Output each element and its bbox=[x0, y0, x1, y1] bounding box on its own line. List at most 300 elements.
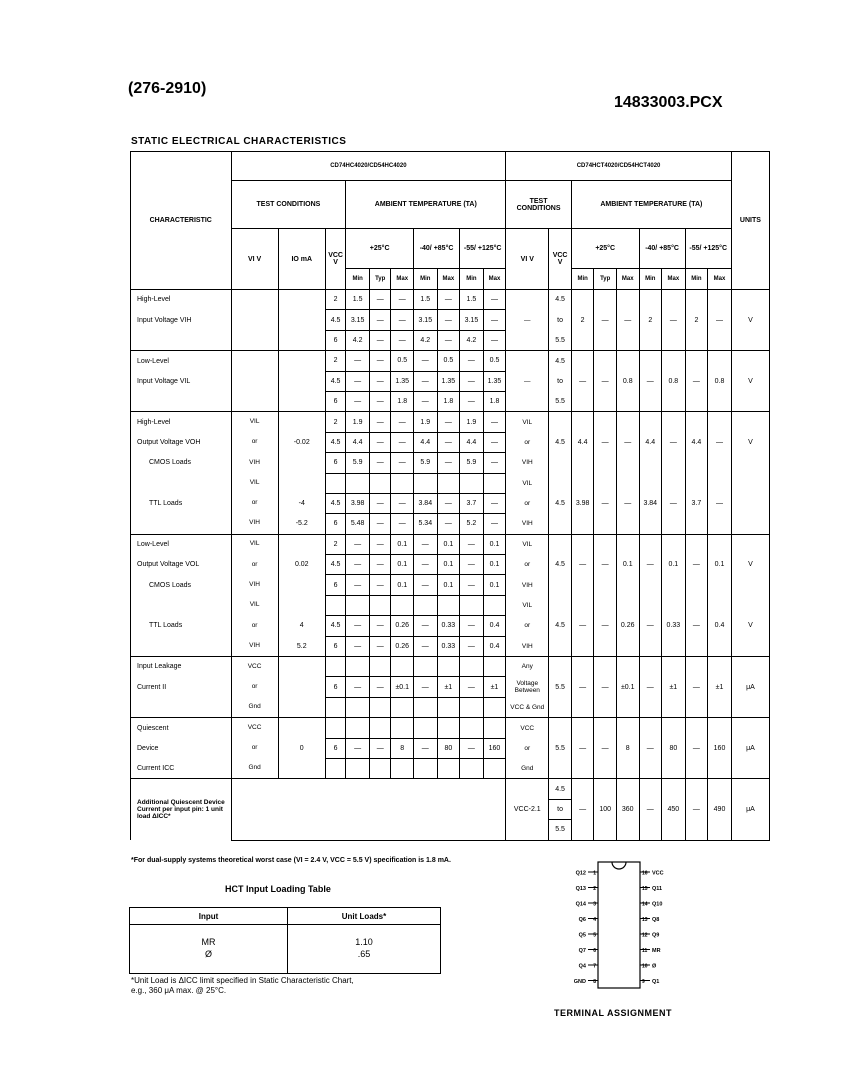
units-cell bbox=[731, 657, 769, 677]
empty-hc-cell bbox=[231, 779, 506, 840]
hc-vcc-cell: 4.5 bbox=[325, 555, 346, 575]
hct-value-cell bbox=[616, 758, 639, 778]
hct-value-cell: — bbox=[594, 738, 617, 758]
hct-vcc-cell: 5.5 bbox=[549, 738, 572, 758]
hct-value-cell bbox=[662, 412, 686, 432]
hct-value-cell bbox=[571, 330, 594, 350]
hc-value-cell: — bbox=[391, 514, 414, 534]
hc-io-cell: 0 bbox=[278, 738, 325, 758]
hct-value-cell: — bbox=[594, 677, 617, 697]
hc-value-cell: — bbox=[483, 412, 506, 432]
hct-value-cell: — bbox=[662, 493, 686, 513]
hct-value-cell bbox=[662, 290, 686, 310]
hc-vi-cell: VIL bbox=[231, 412, 278, 432]
hc-value-cell: — bbox=[437, 514, 460, 534]
hc-value-cell: — bbox=[369, 493, 391, 513]
hc-min: Min bbox=[460, 269, 484, 290]
hc-vcc-header: VCC V bbox=[325, 229, 346, 290]
hct-value-cell bbox=[708, 351, 732, 371]
characteristic-cell: TTL Loads bbox=[131, 616, 232, 636]
table-row bbox=[131, 514, 770, 534]
hct-vi-header: VI V bbox=[506, 229, 549, 290]
hc-value-cell: — bbox=[369, 391, 391, 411]
hc-io-cell: 4 bbox=[278, 616, 325, 636]
units-cell bbox=[731, 412, 769, 432]
hct-value-cell: 0.8 bbox=[708, 371, 732, 391]
hc-io-cell: -0.02 bbox=[278, 432, 325, 452]
table-row bbox=[131, 779, 770, 799]
hc-ambient-temp: AMBIENT TEMPERATURE (TA) bbox=[346, 181, 506, 229]
characteristic-cell: Current ICC bbox=[131, 758, 232, 778]
hc-value-cell bbox=[414, 473, 438, 493]
hc-vi-cell: VIL bbox=[231, 473, 278, 493]
hct-value-cell: — bbox=[685, 779, 708, 840]
hc-value-cell: — bbox=[414, 534, 438, 554]
pin-number-right: 14 bbox=[642, 901, 648, 908]
hc-vcc-cell: 2 bbox=[325, 534, 346, 554]
hct-value-cell bbox=[685, 514, 708, 534]
hc-value-cell: — bbox=[346, 677, 370, 697]
file-name: 14833003.PCX bbox=[614, 94, 723, 111]
hct-value-cell bbox=[616, 697, 639, 717]
hc-value-cell: 1.5 bbox=[460, 290, 484, 310]
hc-value-cell bbox=[346, 697, 370, 717]
hct-value-cell bbox=[662, 514, 686, 534]
hct-value-cell: — bbox=[639, 677, 662, 697]
hc-value-cell: — bbox=[369, 453, 391, 473]
hct-value-cell bbox=[708, 636, 732, 656]
hct-value-cell bbox=[571, 636, 594, 656]
pin-label-right: Q9 bbox=[652, 932, 660, 939]
hc-value-cell: — bbox=[369, 616, 391, 636]
table-row bbox=[131, 453, 770, 473]
hct-value-cell bbox=[708, 534, 732, 554]
hc-vcc-cell bbox=[325, 595, 346, 615]
characteristic-cell: Input Leakage bbox=[131, 657, 232, 677]
hc-value-cell: 3.15 bbox=[414, 310, 438, 330]
characteristic-cell: TTL Loads bbox=[131, 493, 232, 513]
hc-io-cell bbox=[278, 330, 325, 350]
hct-vcc-cell: to bbox=[549, 799, 572, 819]
hc-value-cell: 0.1 bbox=[391, 575, 414, 595]
hc-value-cell: — bbox=[346, 351, 370, 371]
table-row bbox=[131, 738, 770, 758]
hct-vcc-cell bbox=[549, 758, 572, 778]
pin-number-left: 8 bbox=[593, 979, 596, 985]
hct-value-cell: — bbox=[708, 493, 732, 513]
hc-value-cell: 0.5 bbox=[437, 351, 460, 371]
table-row bbox=[131, 636, 770, 656]
hc-value-cell bbox=[346, 473, 370, 493]
table-row bbox=[131, 310, 770, 330]
units-cell bbox=[731, 330, 769, 350]
hc-vi-cell: or bbox=[231, 616, 278, 636]
hct-value-cell: — bbox=[571, 371, 594, 391]
characteristic-cell bbox=[131, 514, 232, 534]
hct-value-cell: — bbox=[594, 555, 617, 575]
hc-vcc-cell: 4.5 bbox=[325, 310, 346, 330]
hct-value-cell bbox=[639, 351, 662, 371]
hc-value-cell: 4.4 bbox=[414, 432, 438, 452]
table-row bbox=[131, 473, 770, 493]
hc-io-cell bbox=[278, 290, 325, 310]
hc-value-cell: — bbox=[369, 738, 391, 758]
hct-value-cell: 4.4 bbox=[685, 432, 708, 452]
hct-value-cell bbox=[662, 534, 686, 554]
hc-value-cell: — bbox=[346, 391, 370, 411]
hc-value-cell: — bbox=[460, 555, 484, 575]
hc-value-cell bbox=[483, 758, 506, 778]
hc-value-cell bbox=[391, 718, 414, 738]
hc-value-cell: — bbox=[346, 738, 370, 758]
pin-number-left: 3 bbox=[593, 901, 596, 908]
hct-value-cell bbox=[594, 718, 617, 738]
hct-value-cell bbox=[708, 657, 732, 677]
hc-value-cell: — bbox=[414, 391, 438, 411]
hct-vi-cell bbox=[506, 290, 549, 310]
hct-vi-cell: VIL bbox=[506, 412, 549, 432]
hct-value-cell: 0.1 bbox=[616, 555, 639, 575]
hc-vi-cell bbox=[231, 330, 278, 350]
hc-vcc-cell: 6 bbox=[325, 575, 346, 595]
hc-value-cell: 0.33 bbox=[437, 636, 460, 656]
hc-vcc-cell bbox=[325, 718, 346, 738]
units-cell bbox=[731, 351, 769, 371]
hct-vcc-cell: 4.5 bbox=[549, 290, 572, 310]
hct-value-cell bbox=[662, 575, 686, 595]
hc-value-cell: — bbox=[460, 616, 484, 636]
hct-value-cell bbox=[662, 697, 686, 717]
hct-value-cell: 2 bbox=[639, 310, 662, 330]
hc-value-cell bbox=[460, 595, 484, 615]
hct-vi-cell: VCC & Gnd bbox=[506, 697, 549, 717]
hct-value-cell bbox=[639, 595, 662, 615]
col-characteristic: CHARACTERISTIC bbox=[131, 152, 232, 290]
pin-label-left: Q4 bbox=[578, 963, 586, 970]
hct-value-cell: — bbox=[594, 371, 617, 391]
hc-value-cell: — bbox=[460, 391, 484, 411]
hc-io-cell bbox=[278, 310, 325, 330]
hc-vi-cell: Gnd bbox=[231, 758, 278, 778]
hc-value-cell: — bbox=[460, 351, 484, 371]
hct-value-cell bbox=[685, 473, 708, 493]
hc-value-cell: — bbox=[346, 636, 370, 656]
hct-value-cell: — bbox=[594, 493, 617, 513]
hc-value-cell: — bbox=[460, 534, 484, 554]
hc-vcc-cell: 6 bbox=[325, 677, 346, 697]
hct-value-cell: — bbox=[639, 616, 662, 636]
characteristic-cell: CMOS Loads bbox=[131, 453, 232, 473]
hct-vi-cell: Gnd bbox=[506, 758, 549, 778]
hc-value-cell: — bbox=[369, 310, 391, 330]
hc-value-cell: — bbox=[483, 432, 506, 452]
hct-vcc-cell bbox=[549, 657, 572, 677]
hct-min: Min bbox=[571, 269, 594, 290]
characteristic-cell bbox=[131, 697, 232, 717]
hc-io-cell: 0.02 bbox=[278, 555, 325, 575]
hct-value-cell bbox=[708, 412, 732, 432]
hct-value-cell: — bbox=[685, 677, 708, 697]
hc-value-cell bbox=[414, 758, 438, 778]
hct-vcc-cell: 4.5 bbox=[549, 351, 572, 371]
hct-value-cell bbox=[594, 453, 617, 473]
hc-value-cell: — bbox=[414, 575, 438, 595]
hc-value-cell: — bbox=[460, 371, 484, 391]
table-row bbox=[131, 493, 770, 513]
hct-value-cell: — bbox=[639, 738, 662, 758]
hc-vi-cell: VIH bbox=[231, 514, 278, 534]
hct-vcc-cell: 5.5 bbox=[549, 330, 572, 350]
hc-value-cell: — bbox=[414, 677, 438, 697]
hc-io-cell bbox=[278, 575, 325, 595]
hct-value-cell bbox=[616, 330, 639, 350]
hct-value-cell bbox=[662, 758, 686, 778]
hct-value-cell bbox=[594, 351, 617, 371]
hct-value-cell: — bbox=[639, 371, 662, 391]
hct-value-cell bbox=[662, 473, 686, 493]
hc-value-cell bbox=[369, 697, 391, 717]
hct-value-cell bbox=[639, 391, 662, 411]
hct-value-cell: 100 bbox=[594, 779, 617, 840]
characteristic-cell: Output Voltage VOL bbox=[131, 555, 232, 575]
hct-value-cell bbox=[685, 534, 708, 554]
hc-value-cell: — bbox=[437, 493, 460, 513]
family-hc-header: CD74HC4020/CD54HC4020 bbox=[231, 152, 506, 181]
units-cell bbox=[731, 718, 769, 738]
pin-label-right: Q8 bbox=[652, 917, 660, 923]
hc-value-cell: 0.1 bbox=[483, 555, 506, 575]
hct-vcc-cell: to bbox=[549, 310, 572, 330]
hc-vcc-cell bbox=[325, 473, 346, 493]
hct-vcc-cell: 5.5 bbox=[549, 677, 572, 697]
hc-value-cell: 0.1 bbox=[483, 575, 506, 595]
hc-value-cell: — bbox=[391, 310, 414, 330]
hc-value-cell bbox=[346, 595, 370, 615]
hc-value-cell: — bbox=[369, 555, 391, 575]
hct-value-cell: 4.4 bbox=[639, 432, 662, 452]
hc-value-cell: 0.1 bbox=[391, 534, 414, 554]
hct-value-cell: — bbox=[571, 616, 594, 636]
hc-test-conditions: TEST CONDITIONS bbox=[231, 181, 346, 229]
hc-value-cell: ±1 bbox=[437, 677, 460, 697]
hct-value-cell: 4.4 bbox=[571, 432, 594, 452]
hc-value-cell bbox=[414, 718, 438, 738]
hc-value-cell bbox=[369, 595, 391, 615]
hc-value-cell: — bbox=[414, 616, 438, 636]
hct-vcc-cell: 4.5 bbox=[549, 432, 572, 452]
hct-vi-cell: VIH bbox=[506, 636, 549, 656]
hc-value-cell: 0.26 bbox=[391, 616, 414, 636]
pin-number-left: 2 bbox=[593, 886, 596, 892]
hct-value-cell bbox=[571, 453, 594, 473]
pin-number-left: 1 bbox=[593, 870, 596, 877]
hc-value-cell bbox=[460, 473, 484, 493]
hct-value-cell: 0.26 bbox=[616, 616, 639, 636]
hc-value-cell bbox=[391, 473, 414, 493]
hct-col-input: Input bbox=[130, 908, 288, 925]
hct-value-cell: 450 bbox=[662, 779, 686, 840]
hc-value-cell: — bbox=[391, 290, 414, 310]
hct-vi-cell bbox=[506, 330, 549, 350]
hc-value-cell: 3.15 bbox=[346, 310, 370, 330]
hc-value-cell: — bbox=[391, 412, 414, 432]
hc-value-cell: — bbox=[391, 330, 414, 350]
hct-value-cell bbox=[685, 636, 708, 656]
hct-vi-cell bbox=[506, 351, 549, 371]
hc-value-cell: — bbox=[483, 330, 506, 350]
hc-value-cell: 0.1 bbox=[483, 534, 506, 554]
hc-value-cell: 0.5 bbox=[391, 351, 414, 371]
units-cell bbox=[731, 534, 769, 554]
table-row bbox=[131, 758, 770, 778]
hct-value-cell: — bbox=[662, 310, 686, 330]
hc-vcc-cell bbox=[325, 697, 346, 717]
hc-value-cell: 3.98 bbox=[346, 493, 370, 513]
hc-value-cell: 3.84 bbox=[414, 493, 438, 513]
hct-value-cell bbox=[639, 473, 662, 493]
hc-value-cell: 1.8 bbox=[437, 391, 460, 411]
table-row bbox=[131, 677, 770, 697]
hct-value-cell bbox=[594, 697, 617, 717]
chip-body bbox=[598, 862, 640, 988]
hc-value-cell: ±1 bbox=[483, 677, 506, 697]
hc-value-cell: 1.8 bbox=[391, 391, 414, 411]
hct-vcc-cell: 4.5 bbox=[549, 616, 572, 636]
hct-vi-cell: or bbox=[506, 616, 549, 636]
hct-value-cell bbox=[685, 330, 708, 350]
hct-vi-cell: VIH bbox=[506, 514, 549, 534]
hc-value-cell bbox=[437, 595, 460, 615]
hc-value-cell: — bbox=[369, 636, 391, 656]
hct-value-cell bbox=[594, 290, 617, 310]
hc-value-cell: 4.4 bbox=[460, 432, 484, 452]
hc-value-cell: ±0.1 bbox=[391, 677, 414, 697]
hc-vi-cell: or bbox=[231, 432, 278, 452]
hct-value-cell bbox=[685, 453, 708, 473]
pin-number-right: 9 bbox=[642, 979, 645, 985]
units-cell bbox=[731, 595, 769, 615]
hc-value-cell: — bbox=[460, 677, 484, 697]
hc-t125: -55/ +125°C bbox=[460, 229, 506, 269]
characteristic-cell: CMOS Loads bbox=[131, 575, 232, 595]
hc-value-cell: 5.2 bbox=[460, 514, 484, 534]
hc-value-cell: — bbox=[437, 412, 460, 432]
pin-number-left: 7 bbox=[593, 963, 596, 970]
pin-number-right: 11 bbox=[642, 948, 648, 954]
units-cell bbox=[731, 473, 769, 493]
hct-value-cell bbox=[616, 473, 639, 493]
hct-value-cell: — bbox=[571, 555, 594, 575]
characteristic-cell: Device bbox=[131, 738, 232, 758]
hct-value-cell bbox=[616, 595, 639, 615]
hc-value-cell: — bbox=[437, 432, 460, 452]
hc-vcc-cell bbox=[325, 657, 346, 677]
hct-vi-cell: VCC-2.1 bbox=[506, 779, 549, 840]
hct-max: Max bbox=[616, 269, 639, 290]
hc-value-cell: 1.35 bbox=[437, 371, 460, 391]
hc-value-cell bbox=[483, 657, 506, 677]
units-cell bbox=[731, 290, 769, 310]
hc-max: Max bbox=[391, 269, 414, 290]
hct-value-cell bbox=[594, 330, 617, 350]
hct-ambient-temp: AMBIENT TEMPERATURE (TA) bbox=[571, 181, 731, 229]
hc-io-cell bbox=[278, 534, 325, 554]
hc-vcc-cell: 4.5 bbox=[325, 493, 346, 513]
hct-vcc-cell bbox=[549, 636, 572, 656]
pin-label-right: MR bbox=[652, 948, 661, 954]
hct-value-cell bbox=[594, 534, 617, 554]
units-cell: V bbox=[731, 310, 769, 330]
hct-value-cell bbox=[685, 351, 708, 371]
characteristic-cell: Output Voltage VOH bbox=[131, 432, 232, 452]
hct-value-cell: — bbox=[685, 371, 708, 391]
hct-vi-cell: VIH bbox=[506, 575, 549, 595]
hc-value-cell: — bbox=[414, 738, 438, 758]
hct-value-cell: 0.1 bbox=[708, 555, 732, 575]
hct-value-cell bbox=[616, 351, 639, 371]
hc-vi-cell bbox=[231, 310, 278, 330]
hc-value-cell: — bbox=[369, 432, 391, 452]
hc-io-header: IO mA bbox=[278, 229, 325, 290]
hct-value-cell bbox=[685, 595, 708, 615]
hc-value-cell bbox=[460, 657, 484, 677]
pin-label-right: Q10 bbox=[652, 901, 663, 908]
hct-value-cell: 0.33 bbox=[662, 616, 686, 636]
static-characteristics-table bbox=[130, 151, 770, 841]
hct-vcc-cell bbox=[549, 514, 572, 534]
characteristic-cell: Input Voltage VIH bbox=[131, 310, 232, 330]
pin-number-left: 6 bbox=[593, 948, 596, 954]
hct-value-cell: 2 bbox=[571, 310, 594, 330]
col-units: UNITS bbox=[731, 152, 769, 290]
hct-vi-cell: VCC bbox=[506, 718, 549, 738]
units-cell bbox=[731, 391, 769, 411]
hc-io-cell bbox=[278, 718, 325, 738]
units-cell: V bbox=[731, 555, 769, 575]
hc-value-cell bbox=[483, 718, 506, 738]
hc-vi-cell: VIL bbox=[231, 595, 278, 615]
hct-value-cell bbox=[594, 575, 617, 595]
hc-value-cell: — bbox=[346, 575, 370, 595]
hc-vi-cell: or bbox=[231, 493, 278, 513]
characteristic-cell bbox=[131, 473, 232, 493]
hc-value-cell: — bbox=[369, 514, 391, 534]
hct-vcc-cell: to bbox=[549, 371, 572, 391]
hct-value-cell bbox=[571, 697, 594, 717]
hct-vcc-cell bbox=[549, 534, 572, 554]
hct-value-cell: ±1 bbox=[662, 677, 686, 697]
hc-vi-cell: or bbox=[231, 555, 278, 575]
hc-vcc-cell: 6 bbox=[325, 738, 346, 758]
hc-io-cell bbox=[278, 657, 325, 677]
hc-value-cell: — bbox=[346, 534, 370, 554]
hct-value-cell bbox=[708, 290, 732, 310]
characteristic-cell: Current II bbox=[131, 677, 232, 697]
hc-value-cell: 0.1 bbox=[437, 534, 460, 554]
hct-max: Max bbox=[708, 269, 732, 290]
hc-vi-cell bbox=[231, 371, 278, 391]
hct-value-cell: 0.4 bbox=[708, 616, 732, 636]
hct-value-cell: — bbox=[571, 779, 594, 840]
table-row bbox=[131, 290, 770, 310]
pin-label-right: VCC bbox=[652, 870, 664, 877]
hc-value-cell: — bbox=[346, 616, 370, 636]
hc-value-cell: — bbox=[369, 412, 391, 432]
pin-label-left: Q12 bbox=[575, 870, 586, 877]
hc-value-cell: — bbox=[391, 493, 414, 513]
hct-value-cell bbox=[685, 391, 708, 411]
hct-col-unit-loads: Unit Loads* bbox=[288, 908, 441, 925]
